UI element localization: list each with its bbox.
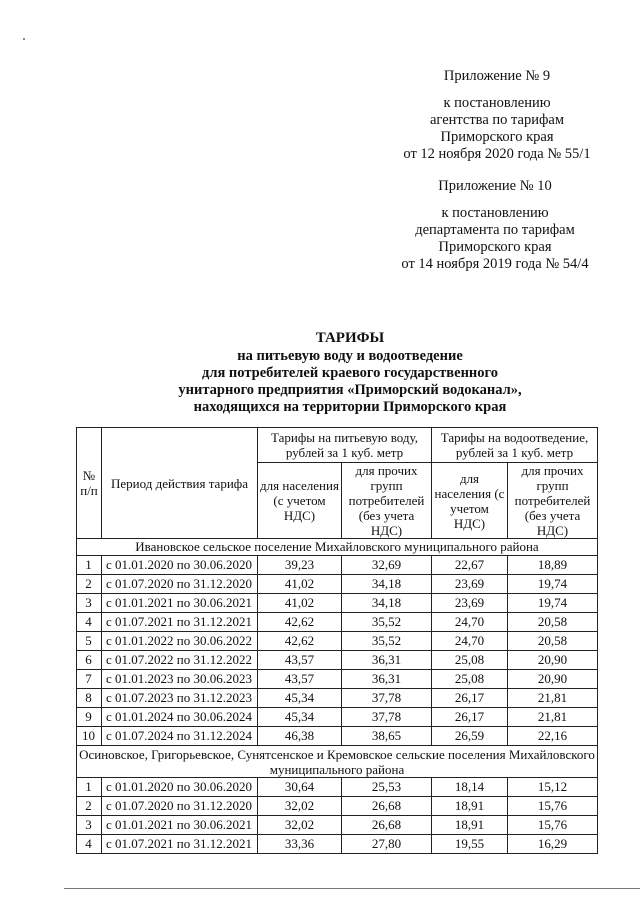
header-water-others: для прочих групп потребителей (без учета НДС) — [342, 463, 432, 539]
table-row — [77, 689, 598, 708]
water-others-rate: 37,78 — [342, 689, 432, 708]
sewer-others-rate: 22,16 — [508, 727, 598, 746]
row-number: 4 — [77, 835, 102, 854]
sewer-population-rate: 25,08 — [432, 670, 508, 689]
table-row — [77, 575, 598, 594]
sewer-population-rate: 25,08 — [432, 651, 508, 670]
sewer-others-rate: 18,89 — [508, 556, 598, 575]
table-row — [77, 594, 598, 613]
table-row — [77, 835, 598, 854]
water-others-rate: 35,52 — [342, 632, 432, 651]
water-others-rate: 35,52 — [342, 613, 432, 632]
section-name: Осиновское, Григорьевское, Сунятсенское и Кремовское сельские поселения Михайловского муниципального района — [77, 746, 598, 778]
water-population-rate: 30,64 — [258, 778, 342, 797]
water-others-rate: 26,68 — [342, 797, 432, 816]
header-sewer-others: для прочих групп потребителей (без учета НДС) — [508, 463, 598, 539]
header-sewer-population: для населения (с учетом НДС) — [432, 463, 508, 539]
water-others-rate: 26,68 — [342, 816, 432, 835]
sewer-others-rate: 20,90 — [508, 651, 598, 670]
sewer-others-rate: 21,81 — [508, 689, 598, 708]
sewer-others-rate: 20,90 — [508, 670, 598, 689]
water-others-rate: 27,80 — [342, 835, 432, 854]
row-number: 8 — [77, 689, 102, 708]
sewer-others-rate: 19,74 — [508, 575, 598, 594]
appendix-10-line: к постановлению — [441, 205, 549, 221]
row-number: 10 — [77, 727, 102, 746]
sewer-population-rate: 26,59 — [432, 727, 508, 746]
title-line: на питьевую воду и водоотведение — [237, 348, 463, 364]
table-row — [77, 651, 598, 670]
water-population-rate: 41,02 — [258, 594, 342, 613]
document-title — [70, 330, 630, 416]
table-row — [77, 797, 598, 816]
sewer-population-rate: 24,70 — [432, 613, 508, 632]
table-body — [77, 539, 598, 854]
header-num: № п/п — [77, 428, 102, 539]
appendix-9-title: Приложение № 9 — [443, 68, 551, 84]
row-period: с 01.07.2024 по 31.12.2024 — [102, 727, 258, 746]
water-population-rate: 43,57 — [258, 651, 342, 670]
appendix-10-title: Приложение № 10 — [438, 178, 552, 194]
water-others-rate: 34,18 — [342, 594, 432, 613]
appendix-9-line: агентства по тарифам — [430, 112, 564, 128]
sewer-population-rate: 26,17 — [432, 689, 508, 708]
water-population-rate: 43,57 — [258, 670, 342, 689]
row-number: 6 — [77, 651, 102, 670]
water-population-rate: 41,02 — [258, 575, 342, 594]
row-period: с 01.01.2024 по 30.06.2024 — [102, 708, 258, 727]
section-name: Ивановское сельское поселение Михайловского муниципального района — [77, 539, 598, 556]
sewer-population-rate: 23,69 — [432, 575, 508, 594]
row-period: с 01.07.2023 по 31.12.2023 — [102, 689, 258, 708]
sewer-others-rate: 20,58 — [508, 613, 598, 632]
page-edge-line — [64, 888, 640, 889]
row-number: 5 — [77, 632, 102, 651]
table-row — [77, 708, 598, 727]
row-period: с 01.01.2020 по 30.06.2020 — [102, 778, 258, 797]
row-period: с 01.01.2021 по 30.06.2021 — [102, 816, 258, 835]
row-number: 9 — [77, 708, 102, 727]
water-population-rate: 45,34 — [258, 708, 342, 727]
water-others-rate: 32,69 — [342, 556, 432, 575]
appendix-9-line: от 12 ноября 2020 года № 55/1 — [403, 146, 591, 162]
row-period: с 01.01.2020 по 30.06.2020 — [102, 556, 258, 575]
sewer-population-rate: 18,14 — [432, 778, 508, 797]
header-sewer: Тарифы на водоотведение, рублей за 1 куб. метр — [432, 428, 598, 463]
water-population-rate: 45,34 — [258, 689, 342, 708]
sewer-others-rate: 20,58 — [508, 632, 598, 651]
sewer-population-rate: 26,17 — [432, 708, 508, 727]
appendix-9-line: Приморского края — [440, 129, 554, 145]
table-row — [77, 816, 598, 835]
row-number: 3 — [77, 816, 102, 835]
row-period: с 01.01.2021 по 30.06.2021 — [102, 594, 258, 613]
scan-speck — [23, 38, 25, 40]
row-number: 1 — [77, 556, 102, 575]
header-water: Тарифы на питьевую воду, рублей за 1 куб. метр — [258, 428, 432, 463]
table-row — [77, 632, 598, 651]
row-period: с 01.07.2022 по 31.12.2022 — [102, 651, 258, 670]
appendix-10-line: департамента по тарифам — [415, 222, 575, 238]
sewer-population-rate: 19,55 — [432, 835, 508, 854]
row-number: 7 — [77, 670, 102, 689]
row-number: 4 — [77, 613, 102, 632]
title-line: унитарного предприятия «Приморский водоканал», — [178, 382, 522, 398]
header-period: Период действия тарифа — [102, 428, 258, 539]
table-row — [77, 727, 598, 746]
appendix-9-line: к постановлению — [443, 95, 551, 111]
row-period: с 01.01.2023 по 30.06.2023 — [102, 670, 258, 689]
appendix-10-line: от 14 ноября 2019 года № 54/4 — [401, 256, 589, 272]
water-others-rate: 25,53 — [342, 778, 432, 797]
table-row — [77, 613, 598, 632]
water-others-rate: 38,65 — [342, 727, 432, 746]
water-population-rate: 32,02 — [258, 816, 342, 835]
row-number: 1 — [77, 778, 102, 797]
row-period: с 01.07.2021 по 31.12.2021 — [102, 613, 258, 632]
row-period: с 01.07.2020 по 31.12.2020 — [102, 797, 258, 816]
section-row — [77, 539, 598, 556]
sewer-others-rate: 19,74 — [508, 594, 598, 613]
row-number: 2 — [77, 797, 102, 816]
table-row — [77, 556, 598, 575]
row-period: с 01.01.2022 по 30.06.2022 — [102, 632, 258, 651]
title-line: для потребителей краевого государственного — [201, 365, 498, 381]
appendix-10-line: Приморского края — [438, 239, 552, 255]
water-population-rate: 33,36 — [258, 835, 342, 854]
sewer-others-rate: 16,29 — [508, 835, 598, 854]
sewer-population-rate: 24,70 — [432, 632, 508, 651]
water-population-rate: 42,62 — [258, 613, 342, 632]
row-period: с 01.07.2021 по 31.12.2021 — [102, 835, 258, 854]
header-water-population: для населения (с учетом НДС) — [258, 463, 342, 539]
row-period: с 01.07.2020 по 31.12.2020 — [102, 575, 258, 594]
sewer-others-rate: 21,81 — [508, 708, 598, 727]
sewer-others-rate: 15,76 — [508, 816, 598, 835]
row-number: 3 — [77, 594, 102, 613]
water-others-rate: 37,78 — [342, 708, 432, 727]
section-row — [77, 746, 598, 778]
sewer-population-rate: 22,67 — [432, 556, 508, 575]
appendix-9-block — [402, 68, 592, 163]
tariff-table — [76, 427, 598, 854]
title-main: ТАРИФЫ — [315, 330, 385, 346]
water-population-rate: 39,23 — [258, 556, 342, 575]
sewer-population-rate: 18,91 — [432, 797, 508, 816]
water-population-rate: 32,02 — [258, 797, 342, 816]
sewer-others-rate: 15,76 — [508, 797, 598, 816]
table-row — [77, 778, 598, 797]
row-number: 2 — [77, 575, 102, 594]
water-population-rate: 46,38 — [258, 727, 342, 746]
water-others-rate: 36,31 — [342, 651, 432, 670]
sewer-others-rate: 15,12 — [508, 778, 598, 797]
appendix-10-block — [390, 178, 600, 273]
water-population-rate: 42,62 — [258, 632, 342, 651]
water-others-rate: 34,18 — [342, 575, 432, 594]
sewer-population-rate: 18,91 — [432, 816, 508, 835]
water-others-rate: 36,31 — [342, 670, 432, 689]
sewer-population-rate: 23,69 — [432, 594, 508, 613]
title-line: находящихся на территории Приморского края — [193, 399, 507, 415]
table-row — [77, 670, 598, 689]
